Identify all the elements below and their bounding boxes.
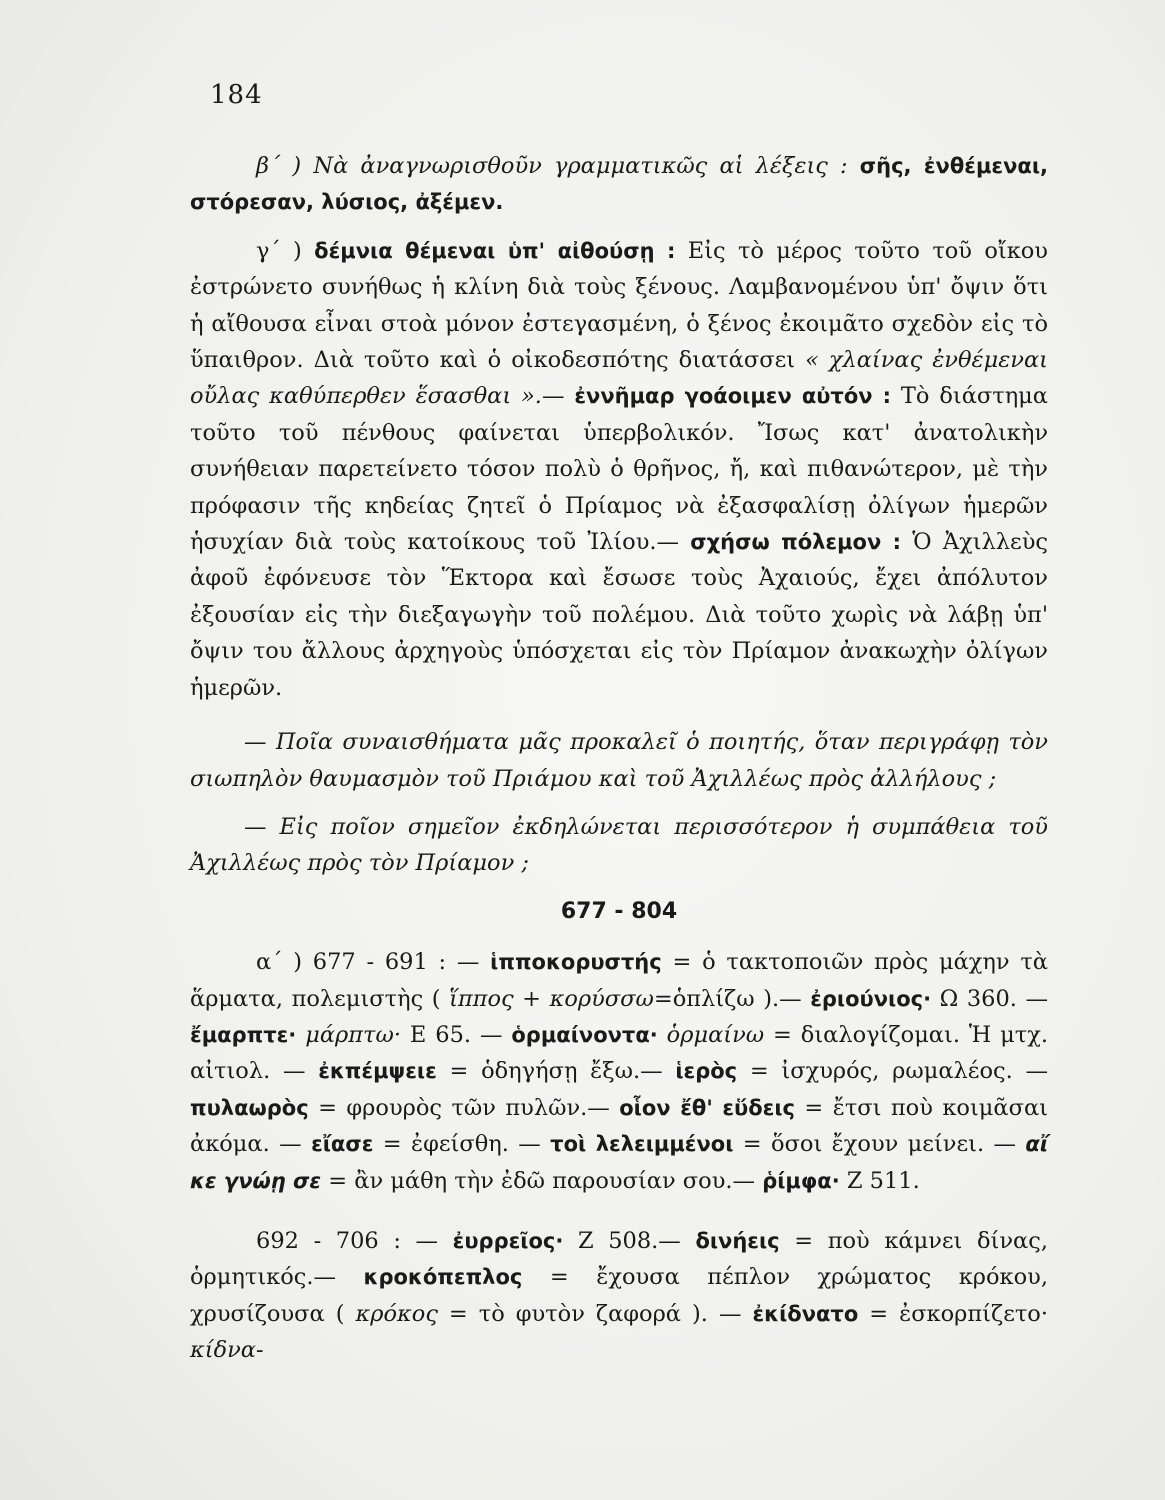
glossary-a-label: α΄ ) 677 - 691 : — xyxy=(256,949,491,976)
question-2: — Εἰς ποῖον σημεῖον ἐκδηλώνεται περισσότερον ἡ συμπάθεια τοῦ Ἀχιλλέως πρὸς τὸν Πρίαμον ; xyxy=(190,813,1048,877)
gloss-text-18: = ἐσκορπίζετο· xyxy=(858,1300,1048,1327)
root-marpto: μάρπτω· xyxy=(305,1021,401,1048)
gloss-text-9: = ἔτσι ποὺ κοιμᾶσαι ἀκόμα. — xyxy=(190,1094,1048,1158)
term-ekpempseie: ἐκπέμψειε xyxy=(318,1059,437,1084)
question-1: — Ποῖα συναισθήματα μᾶς προκαλεῖ ὁ ποιητής, ὅταν περιγράφῃ τὸν σιωπηλὸν θαυμασμὸν τοῦ Πριάμου καὶ τοῦ Ἀχιλλέως πρὸς ἀλλήλους ; xyxy=(190,729,1048,792)
gloss-text-15: = ποὺ κάμνει δίνας, ὁρμητικός.— xyxy=(190,1227,1048,1291)
gloss-text-2: =ὁπλίζω ).— xyxy=(653,985,811,1012)
gloss-text-1: = ὁ τακτοποιῶν πρὸς μάχην τὰ ἅρματα, πολεμιστὴς ( xyxy=(190,949,1048,1012)
space-2 xyxy=(658,1022,667,1048)
root-hormaino: ὁρμαίνω xyxy=(666,1021,765,1048)
exercise-b-prompt: β΄ ) Νὰ ἀναγνωρισθοῦν γραμματικῶς αἱ λέξεις : xyxy=(256,153,860,179)
gloss-text-14: Ζ 508.— xyxy=(563,1227,696,1254)
term-ai-ke-gnoe-se: αἴ κε γνώῃ σε xyxy=(190,1132,1049,1193)
gloss-text-13: Ζ 511. xyxy=(839,1167,920,1194)
term-hieros: ἱερὸς xyxy=(675,1059,738,1084)
etymology-krokos: κρόκος xyxy=(355,1300,438,1327)
commentary-g-text-1: Εἰς τὸ μέρος τοῦτο τοῦ οἴκου ἐστρώνετο συνήθως ἡ κλίνη διὰ τοὺς ξένους. Λαμβανομένου ὑπ' ὄψιν ὅτι ἡ αἴθουσα εἶναι στοὰ μόνον ἐστεγασμένη, ὁ ξένος ἐκοιμᾶτο σχεδὸν εἰς τὸ ὕπαιθρον. Διὰ τοῦτο καὶ ὁ οἰκοδεσπότης διατάσσει xyxy=(190,237,1048,374)
commentary-g-text-3: Ὁ Ἀχιλλεὺς ἀφοῦ ἐφόνευσε τὸν Ἕκτορα καὶ ἔσωσε τοὺς Ἀχαιούς, ἔχει ἀπόλυτον ἐξουσίαν εἰς τὴν διεξαγωγὴν τοῦ πολέμου. Διὰ τοῦτο χωρὶς νὰ λάβῃ ὑπ' ὄψιν του ἄλλους ἀρχηγοὺς ὑπόσχεται εἰς τὸν Πρίαμον ἀνακωχὴν ὀλίγων ἡμερῶν. xyxy=(190,529,1048,701)
gloss-text-6: = ὁδηγήσῃ ἔξω.— xyxy=(436,1058,676,1085)
gloss-text-10: = ἐφείσθη. — xyxy=(373,1131,551,1158)
commentary-g-label: γ΄ ) xyxy=(256,237,315,264)
term-demnia: δέμνια θέμεναι ὑπ' αἰθούσῃ : xyxy=(314,238,676,263)
term-ekidnato: ἐκίδνατο xyxy=(752,1301,859,1326)
term-schesō: σχήσω πόλεμον : xyxy=(690,530,902,555)
term-pylaoros: πυλαωρὸς xyxy=(190,1095,309,1120)
gloss-text-12: = ἂν μάθη τὴν ἐδῶ παρουσίαν σου.— xyxy=(321,1167,763,1194)
term-ennemar: ἐννῆμαρ γοάοιμεν αὐτόν : xyxy=(574,384,892,409)
term-toi-leleimmenoi: τοὶ λελειμμένοι xyxy=(550,1132,734,1157)
term-eiase: εἴασε xyxy=(311,1132,374,1157)
term-hippokorystes: ἱπποκορυστής xyxy=(490,950,662,975)
gloss-text-11: = ὅσοι ἔχουν μείνει. — xyxy=(733,1131,1026,1158)
homeric-quote: « χλαίνας ἐνθέμεναι οὔλας καθύπερθεν ἕσασθαι ». xyxy=(190,347,1048,410)
gloss-text-16: = ἔχουσα πέπλον χρώματος κρόκου, χρυσίζουσα ( xyxy=(190,1264,1048,1327)
root-kidna: κίδνα- xyxy=(190,1337,264,1364)
gloss-text-3: Ω 360. — xyxy=(931,985,1048,1012)
space-1 xyxy=(296,1022,305,1048)
commentary-g-paragraph xyxy=(190,233,1048,706)
term-dineeis: δινήεις xyxy=(695,1228,780,1253)
gloss-text-5: = διαλογίζομαι. Ἡ μτχ. αἰτιολ. — xyxy=(190,1021,1048,1085)
term-hoion-eth-eudeis: οἷον ἔθ' εὕδεις xyxy=(619,1095,795,1120)
term-eriounios: ἐριούνιος· xyxy=(810,986,932,1011)
section-heading: 677 - 804 xyxy=(560,898,678,924)
page-number: 184 xyxy=(210,80,263,110)
exercise-b-paragraph xyxy=(190,148,1048,221)
dash-1: — xyxy=(541,383,575,410)
term-emarpte: ἔμαρπτε· xyxy=(190,1022,297,1047)
dash-2: — xyxy=(656,529,691,556)
glossary-677-691 xyxy=(190,944,1048,1199)
gloss-text-17: = τὸ φυτὸν ζαφορά ). — xyxy=(437,1300,753,1327)
etymology-1: ἵππος + κορύσσω xyxy=(449,985,654,1012)
page-body xyxy=(190,148,1048,1369)
glossary-692-label: 692 - 706 : — xyxy=(256,1227,453,1254)
term-krokopeplos: κροκόπεπλος xyxy=(363,1265,523,1290)
term-eurreios: ἐυρρεῖος· xyxy=(452,1228,564,1253)
term-rhimpha: ῥίμφα· xyxy=(762,1168,840,1193)
glossary-692-706 xyxy=(190,1223,1048,1369)
commentary-g-text-2: Τὸ διάστημα τοῦτο τοῦ πένθους φαίνεται ὑπερβολικόν. Ἴσως κατ' ἀνατολικὴν συνήθειαν παρετείνετο τόσον πολὺ ὁ θρῆνος, ἤ, καὶ πιθανώτερον, μὲ τὴν πρόφασιν τῆς κηδείας ζητεῖ ὁ Πρίαμος νὰ ἐξασφαλίσῃ ὀλίγων ἡμερῶν ἡσυχίαν διὰ τοὺς κατοίκους τοῦ Ἰλίου. xyxy=(190,383,1049,556)
gloss-text-8: = φρουρὸς τῶν πυλῶν.— xyxy=(308,1094,620,1121)
gloss-text-7: = ἰσχυρός, ρωμαλέος. — xyxy=(737,1058,1048,1085)
exercise-b-words: σῆς, ἐνθέμεναι, στόρεσαν, λύσιος, ἀξέμεν. xyxy=(190,154,1049,215)
gloss-text-4: Ε 65. — xyxy=(401,1021,512,1048)
term-hormainonta: ὁρμαίνοντα· xyxy=(511,1022,658,1047)
